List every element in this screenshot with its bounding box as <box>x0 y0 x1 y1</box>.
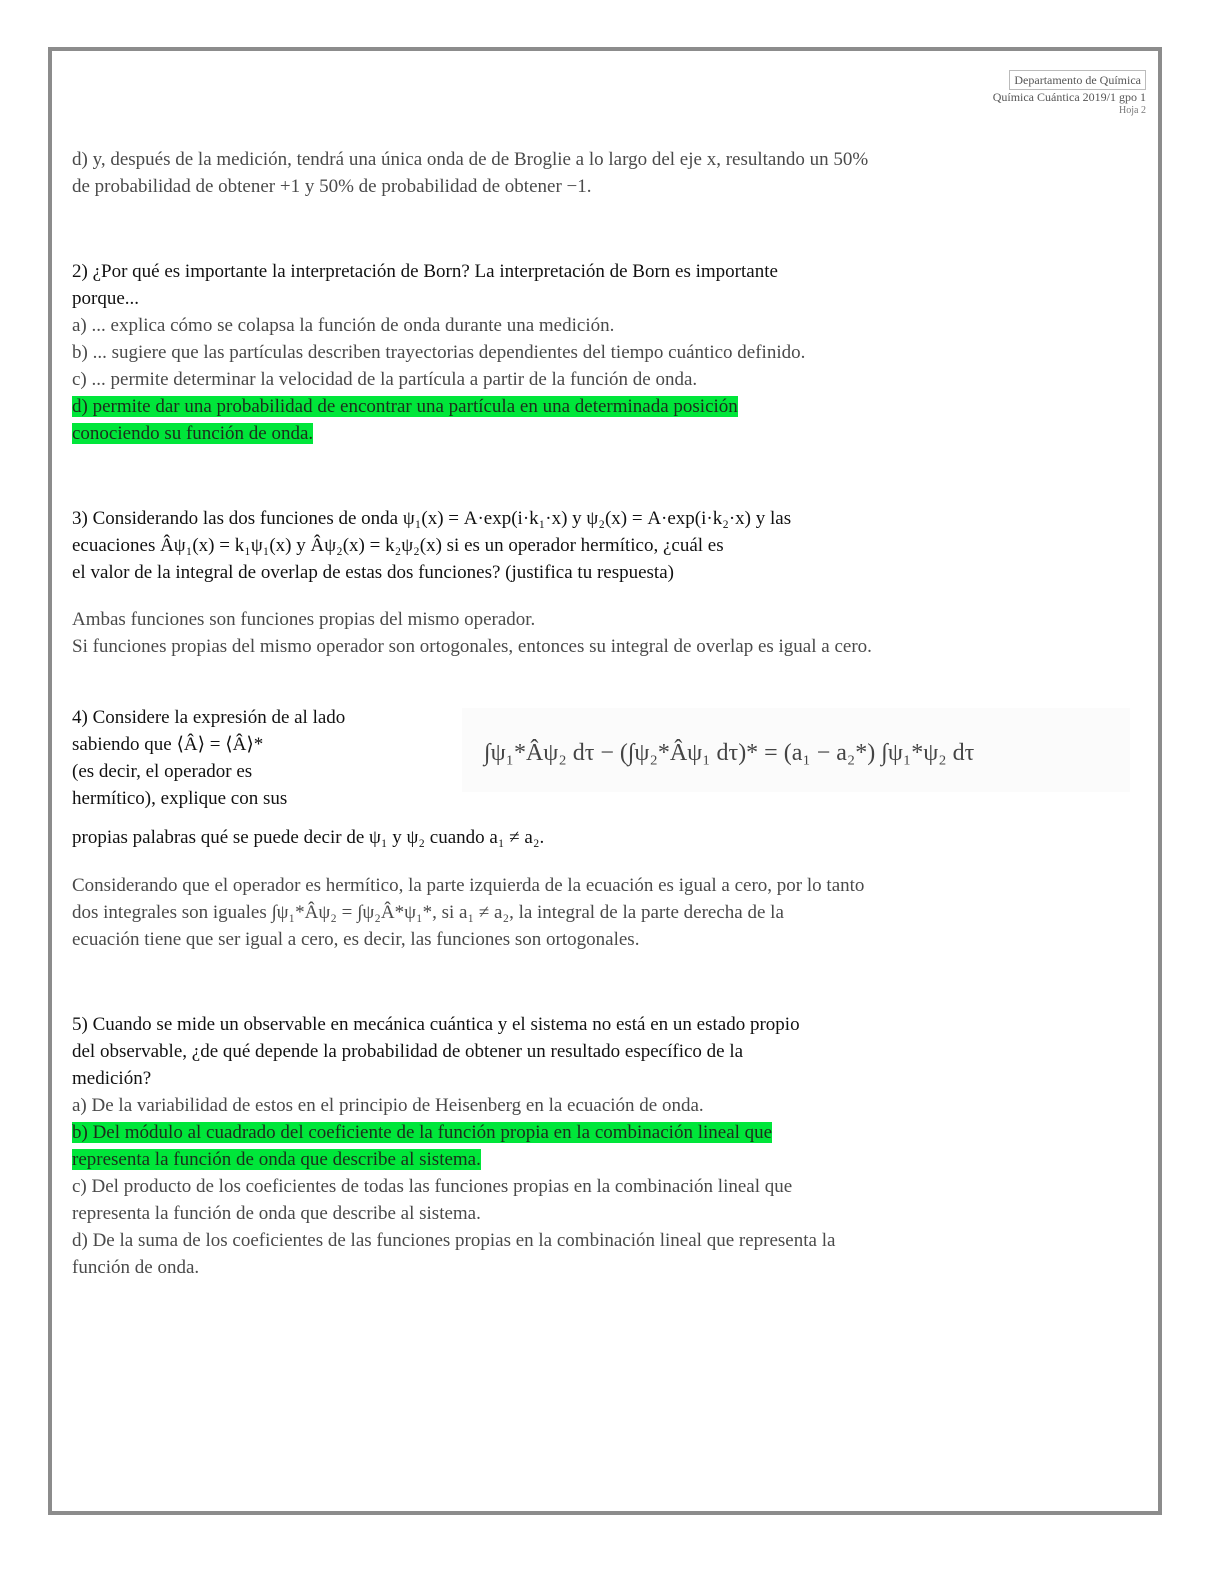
question-line: propias palabras qué se puede decir de ψ₁ y ψ₂ cuando a₁ ≠ a₂. <box>72 827 545 848</box>
question-2-options <box>72 312 1132 393</box>
question-line: el valor de la integral de overlap de estas dos funciones? (justifica tu respuesta) <box>72 562 674 583</box>
text-line: de probabilidad de obtener +1 y 50% de probabilidad de obtener −1. <box>72 176 592 197</box>
question-4 <box>72 704 1132 852</box>
question-2 <box>72 258 1132 312</box>
header-department: Departamento de Química <box>1009 70 1146 90</box>
question-5 <box>72 1011 1132 1092</box>
option-line: b) ... sugiere que las partículas describen trayectorias dependientes del tiempo cuántico definido. <box>72 342 806 363</box>
question-5-option-a <box>72 1092 1132 1119</box>
question-line: 2) ¿Por qué es importante la interpretación de Born? La interpretación de Born es importante <box>72 261 778 282</box>
question-line: 4) Considere la expresión de al lado <box>72 707 346 728</box>
question-line: 3) Considerando las dos funciones de onda ψ₁(x) = A·exp(i·k₁·x) y ψ₂(x) = A·exp(i·k₂·x) y las <box>72 508 792 529</box>
question-2-highlighted-answer <box>72 393 1132 447</box>
option-line: c) ... permite determinar la velocidad de la partícula a partir de la función de onda. <box>72 369 698 390</box>
document-header <box>993 70 1146 118</box>
option-line: d) De la suma de los coeficientes de las funciones propias en la combinación lineal que representa la <box>72 1230 836 1251</box>
question-line: ecuaciones Âψ₁(x) = k₁ψ₁(x) y Âψ₂(x) = k₂ψ₂(x) si es un operador hermítico, ¿cuál es <box>72 535 724 556</box>
document-body <box>72 146 1132 1281</box>
question-4-text <box>72 704 442 812</box>
formula-image <box>462 708 1130 792</box>
option-line: c) Del producto de los coeficientes de todas las funciones propias en la combinación lineal que <box>72 1176 793 1197</box>
question-5-highlighted-answer <box>72 1119 1132 1173</box>
header-course: Química Cuántica 2019/1 gpo 1 <box>992 90 1146 104</box>
answer-line: Ambas funciones son funciones propias del mismo operador. <box>72 609 536 630</box>
answer-line: Considerando que el operador es hermítico, la parte izquierda de la ecuación es igual a cero, por lo tanto <box>72 875 865 896</box>
question-line: sabiendo que ⟨Â⟩ = ⟨Â⟩* <box>72 734 264 755</box>
option-line: función de onda. <box>72 1257 200 1278</box>
highlighted-line: b) Del módulo al cuadrado del coeficiente de la función propia en la combinación lineal que <box>72 1122 773 1143</box>
highlighted-line: conociendo su función de onda. <box>72 423 314 444</box>
question-line: (es decir, el operador es <box>72 761 253 782</box>
header-page-number: Hoja 2 <box>1119 105 1146 116</box>
question-line: porque... <box>72 288 140 309</box>
answer-line: Si funciones propias del mismo operador son ortogonales, entonces su integral de overlap es igual a cero. <box>72 636 872 657</box>
question-4-answer <box>72 872 1132 953</box>
option-line: a) De la variabilidad de estos en el principio de Heisenberg en la ecuación de onda. <box>72 1095 704 1116</box>
question-line: del observable, ¿de qué depende la probabilidad de obtener un resultado específico de la <box>72 1041 744 1062</box>
option-line: a) ... explica cómo se colapsa la función de onda durante una medición. <box>72 315 615 336</box>
text-line: d) y, después de la medición, tendrá una única onda de de Broglie a lo largo del eje x, resultando un 50% <box>72 149 869 170</box>
answer-continuation <box>72 146 1132 200</box>
highlighted-line: d) permite dar una probabilidad de encontrar una partícula en una determinada posición <box>72 396 738 417</box>
question-line: medición? <box>72 1068 152 1089</box>
highlighted-line: representa la función de onda que describe al sistema. <box>72 1149 481 1170</box>
question-line: 5) Cuando se mide un observable en mecánica cuántica y el sistema no está en un estado propio <box>72 1014 800 1035</box>
question-5-other-options <box>72 1173 1132 1281</box>
answer-line: ecuación tiene que ser igual a cero, es decir, las funciones son ortogonales. <box>72 929 640 950</box>
question-4-last-line <box>72 824 832 851</box>
formula-text: ∫ψ₁*Âψ₂ dτ − (∫ψ₂*Âψ₁ dτ)* = (a₁ − a₂*) ∫ψ₁*ψ₂ dτ <box>484 740 975 766</box>
question-line: hermítico), explique con sus <box>72 788 288 809</box>
answer-line: dos integrales son iguales ∫ψ₁*Âψ₂ = ∫ψ₂Â*ψ₁*, si a₁ ≠ a₂, la integral de la parte derecha de la <box>72 902 784 923</box>
question-3 <box>72 505 1132 586</box>
option-line: representa la función de onda que describe al sistema. <box>72 1203 481 1224</box>
question-3-answer <box>72 606 1132 660</box>
hermitian-integral-formula <box>476 720 1116 780</box>
